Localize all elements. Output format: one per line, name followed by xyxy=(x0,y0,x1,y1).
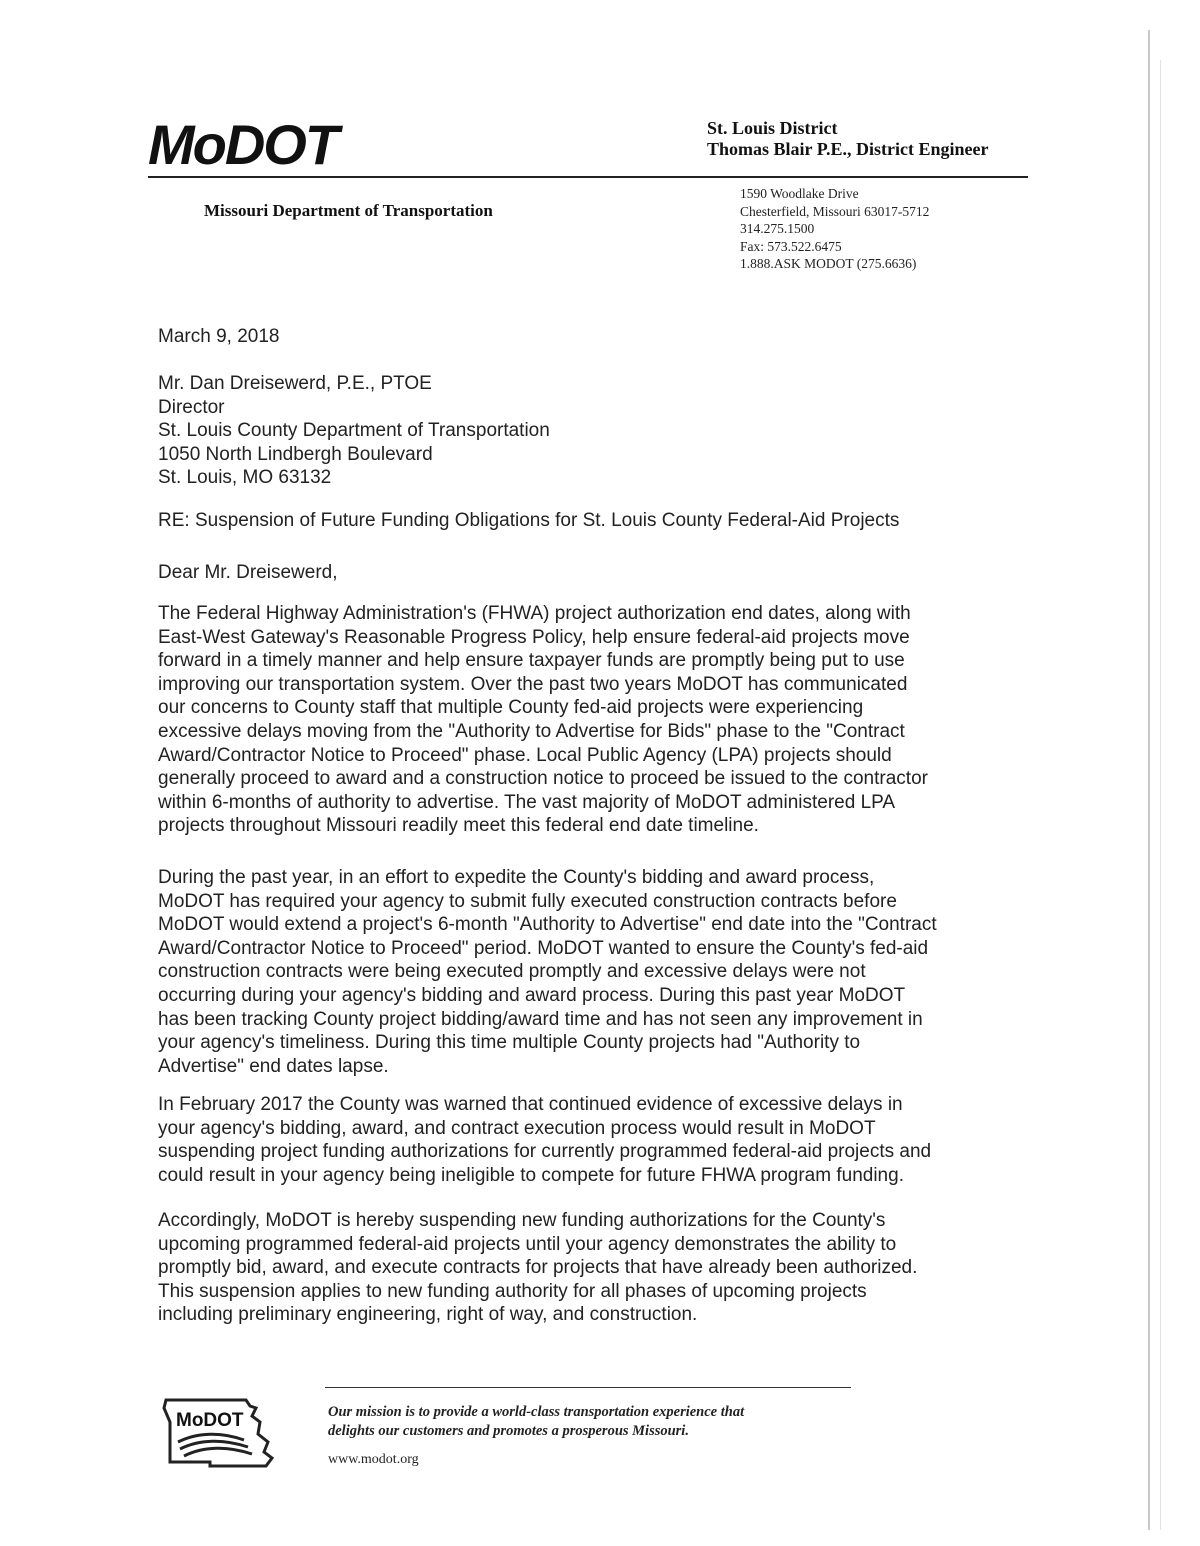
emblem-text: MoDOT xyxy=(176,1410,244,1431)
agency-name: Missouri Department of Transportation xyxy=(204,201,493,220)
body-line: including preliminary engineering, right of way, and construction. xyxy=(158,1304,698,1326)
recipient-city: St. Louis, MO 63132 xyxy=(158,467,332,489)
body-line: forward in a timely manner and help ensure taxpayer funds are promptly being put to use xyxy=(158,650,905,672)
body-line: has been tracking County project bidding/award time and has not seen any improvement in xyxy=(158,1008,923,1030)
body-line: Accordingly, MoDOT is hereby suspending new funding authorizations for the County's xyxy=(158,1210,886,1231)
modot-logo: MoDOT xyxy=(148,113,338,176)
phone-line: 314.275.1500 xyxy=(740,221,815,236)
footer-divider xyxy=(325,1387,851,1388)
body-line: within 6-months of authority to advertise. The vast majority of MoDOT administered LPA xyxy=(158,791,896,813)
body-line: construction contracts were being executed promptly and excessive delays were not xyxy=(158,961,866,983)
recipient-block xyxy=(158,372,550,490)
body-line: promptly bid, award, and execute contracts for projects that have already been authorized. xyxy=(158,1257,918,1279)
body-line: Advertise" end dates lapse. xyxy=(158,1055,389,1077)
body-line: This suspension applies to new funding authority for all phases of upcoming projects xyxy=(158,1280,867,1302)
body-line: improving our transportation system. Over the past two years MoDOT has communicated xyxy=(158,673,908,695)
paragraph-1 xyxy=(158,602,1018,838)
body-line: MoDOT has required your agency to submit fully executed construction contracts before xyxy=(158,890,897,912)
website-url: www.modot.org xyxy=(328,1452,419,1467)
mission-line: Our mission is to provide a world-class transportation experience that xyxy=(328,1404,745,1420)
district-engineer: Thomas Blair P.E., District Engineer xyxy=(707,139,989,159)
body-line: In February 2017 the County was warned that continued evidence of excessive delays in xyxy=(158,1094,903,1115)
scan-edge-line xyxy=(1160,60,1161,1530)
paragraph-2 xyxy=(158,866,1018,1078)
body-line: The Federal Highway Administration's (FHWA) project authorization end dates, along with xyxy=(158,603,911,624)
body-line: excessive delays moving from the "Authority to Advertise for Bids" phase to the "Contract xyxy=(158,720,905,742)
district-block xyxy=(707,118,989,160)
body-line: suspending project funding authorizations for currently programmed federal-aid projects and xyxy=(158,1141,932,1163)
recipient-organization: St. Louis County Department of Transportation xyxy=(158,420,550,442)
address-line: 1590 Woodlake Drive xyxy=(740,186,859,201)
body-line: generally proceed to award and a construction notice to proceed be issued to the contractor xyxy=(158,768,928,790)
paragraph-3 xyxy=(158,1093,1018,1187)
letterhead-divider xyxy=(148,176,1028,178)
mission-line: delights our customers and promotes a prosperous Missouri. xyxy=(328,1423,689,1439)
paragraph-4 xyxy=(158,1209,1018,1327)
greeting: Dear Mr. Dreisewerd, xyxy=(158,562,338,583)
letter-date: March 9, 2018 xyxy=(158,326,280,347)
recipient-street: 1050 North Lindbergh Boulevard xyxy=(158,443,433,465)
subject-line: RE: Suspension of Future Funding Obligations for St. Louis County Federal-Aid Projects xyxy=(158,510,900,531)
body-line: your agency's bidding, award, and contract execution process would result in MoDOT xyxy=(158,1117,876,1139)
recipient-title: Director xyxy=(158,396,225,418)
body-line: could result in your agency being ineligible to compete for future FHWA program funding. xyxy=(158,1164,904,1186)
body-line: occurring during your agency's bidding and award process. During this past year MoDOT xyxy=(158,984,906,1006)
recipient-name: Mr. Dan Dreisewerd, P.E., PTOE xyxy=(158,373,432,394)
body-line: your agency's timeliness. During this time multiple County projects had "Authority to xyxy=(158,1032,861,1054)
body-line: upcoming programmed federal-aid projects until your agency demonstrates the ability to xyxy=(158,1233,897,1255)
modot-state-emblem-icon xyxy=(160,1392,280,1472)
body-line: MoDOT would extend a project's 6-month "Authority to Advertise" end date into the "Contract xyxy=(158,914,937,936)
body-line: East-West Gateway's Reasonable Progress Policy, help ensure federal-aid projects move xyxy=(158,626,910,648)
body-line: projects throughout Missouri readily meet this federal end date timeline. xyxy=(158,815,759,837)
district-name: St. Louis District xyxy=(707,118,838,138)
fax-line: Fax: 573.522.6475 xyxy=(740,238,842,254)
address-block xyxy=(740,185,929,273)
body-line: our concerns to County staff that multiple County fed-aid projects were experiencing xyxy=(158,697,864,719)
body-line: Award/Contractor Notice to Proceed" phase. Local Public Agency (LPA) projects should xyxy=(158,744,892,766)
body-line: Award/Contractor Notice to Proceed" period. MoDOT wanted to ensure the County's fed-aid xyxy=(158,937,929,959)
tollfree-line: 1.888.ASK MODOT (275.6636) xyxy=(740,256,917,271)
mission-statement xyxy=(328,1403,848,1441)
scan-edge-line xyxy=(1148,30,1150,1530)
body-line: During the past year, in an effort to expedite the County's bidding and award process, xyxy=(158,867,875,888)
address-line: Chesterfield, Missouri 63017-5712 xyxy=(740,203,930,219)
